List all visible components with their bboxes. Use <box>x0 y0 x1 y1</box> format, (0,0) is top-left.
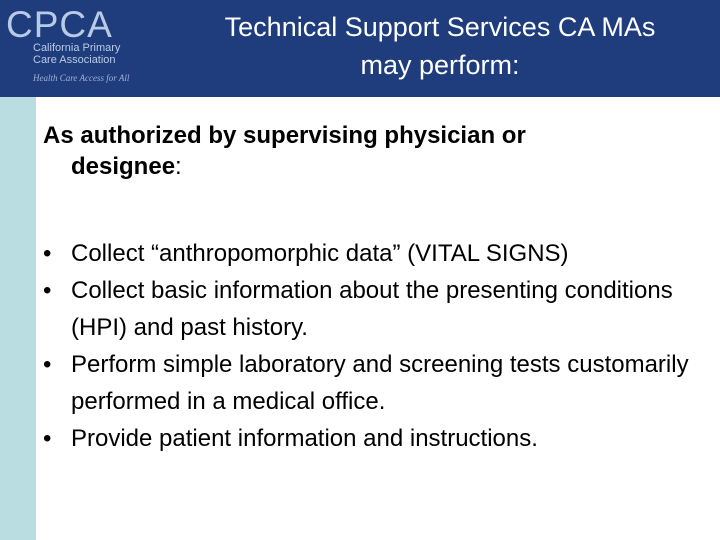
header-bar <box>0 0 720 97</box>
bullet-text: Collect “anthropomorphic data” (VITAL SIGNS) <box>71 240 569 267</box>
bullet-icon: • <box>43 277 52 304</box>
subheading <box>43 120 683 182</box>
bullet-icon: • <box>43 240 52 267</box>
logo-tagline: Health Care Access for All <box>33 73 130 83</box>
bullet-text: Provide patient information and instructions. <box>71 425 538 452</box>
logo-name-line1: California Primary <box>33 42 121 54</box>
subhead-designee: designee <box>71 153 176 180</box>
list-item <box>43 272 703 346</box>
bullet-icon: • <box>43 351 52 378</box>
list-item <box>43 346 703 420</box>
subhead-line1: As authorized by supervising physician or <box>43 122 526 149</box>
subhead-line2 <box>43 151 683 182</box>
slide-title <box>180 8 700 84</box>
list-item <box>43 235 703 272</box>
title-line2: may perform: <box>360 50 520 80</box>
bullet-icon: • <box>43 425 52 452</box>
left-accent-bar <box>0 97 36 540</box>
logo-name-line2: Care Association <box>33 54 116 66</box>
list-item <box>43 420 703 457</box>
title-line1: Technical Support Services CA MAs <box>224 12 656 42</box>
cpca-logo <box>0 0 166 97</box>
bullet-text: Collect basic information about the presenting conditions (HPI) and past history. <box>71 277 673 341</box>
logo-abbr: CPCA <box>6 4 113 45</box>
bullet-text: Perform simple laboratory and screening tests customarily performed in a medical office. <box>71 351 689 415</box>
bullet-list <box>43 235 703 457</box>
subhead-colon: : <box>175 153 182 180</box>
